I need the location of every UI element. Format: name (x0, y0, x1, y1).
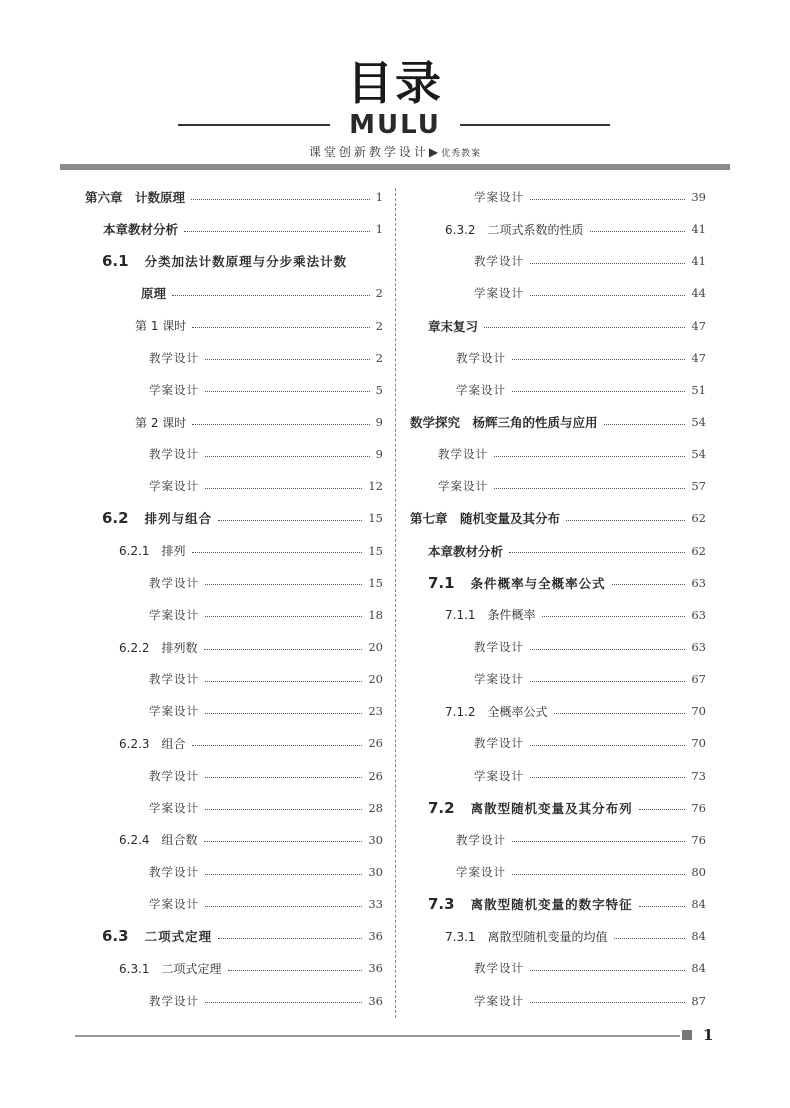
leader-dots (530, 199, 685, 200)
toc-entry[interactable] (85, 213, 383, 245)
toc-label: 第六章 计数原理 (85, 190, 186, 206)
leader-dots (530, 263, 685, 264)
toc-entry[interactable] (85, 760, 383, 792)
leader-dots (205, 1002, 362, 1003)
toc-page: 87 (691, 993, 706, 1008)
leader-dots (191, 199, 370, 200)
toc-page: 41 (691, 222, 706, 237)
leader-dots (205, 616, 362, 617)
toc-page: 70 (691, 736, 706, 751)
toc-page: 30 (368, 865, 383, 880)
page-number: 1 (703, 1026, 714, 1044)
section-number: 7.3 (428, 895, 455, 914)
toc-label: 教学设计 (474, 736, 524, 751)
leader-dots (509, 552, 685, 553)
toc-entry[interactable] (85, 695, 383, 727)
toc-entry[interactable] (85, 824, 383, 856)
toc-entry[interactable] (410, 985, 706, 1017)
leader-dots (639, 906, 686, 907)
toc-label: 教学设计 (149, 672, 199, 687)
mulu-right-rule (460, 124, 610, 126)
subtitle-small: 优秀教案 (441, 149, 482, 159)
toc-left-column (85, 181, 383, 1017)
toc-label: 教学设计 (149, 575, 199, 590)
leader-dots (566, 520, 685, 521)
toc-page: 15 (368, 575, 383, 590)
toc-right-column (410, 181, 706, 1017)
toc-entry[interactable] (85, 985, 383, 1017)
toc-page: 63 (691, 575, 706, 590)
toc-label: 学案设计 (438, 479, 488, 494)
toc-entry[interactable] (410, 952, 706, 984)
toc-page: 20 (368, 672, 383, 687)
toc-page: 39 (691, 190, 706, 205)
toc-label: 第 1 课时 (135, 319, 187, 334)
leader-dots (512, 841, 685, 842)
toc-entry[interactable] (410, 310, 706, 342)
toc-page: 57 (691, 479, 706, 494)
footer-rule (75, 1035, 680, 1037)
subtitle (0, 143, 790, 160)
toc-label: 教学设计 (149, 447, 199, 462)
toc-label: 教学设计 (474, 254, 524, 269)
leader-dots (204, 841, 363, 842)
toc-entry[interactable] (85, 277, 383, 309)
play-arrow-icon: ▶ (428, 145, 442, 159)
leader-dots (204, 649, 363, 650)
leader-dots (614, 938, 686, 939)
leader-dots (205, 713, 362, 714)
leader-dots (205, 488, 362, 489)
leader-dots (205, 906, 362, 907)
toc-page: 26 (368, 736, 383, 751)
leader-dots (530, 295, 685, 296)
leader-dots (530, 649, 685, 650)
toc-page: 30 (368, 832, 383, 847)
toc-label: 学案设计 (149, 704, 199, 719)
toc-page: 67 (691, 672, 706, 687)
toc-entry[interactable] (410, 535, 706, 567)
leader-dots (512, 359, 685, 360)
toc-label: 第七章 随机变量及其分布 (410, 511, 561, 527)
toc-entry[interactable] (85, 406, 383, 438)
toc-entry[interactable] (85, 245, 383, 277)
toc-label: 教学设计 (474, 961, 524, 976)
leader-dots (192, 552, 363, 553)
leader-dots (205, 456, 370, 457)
leader-dots (192, 424, 369, 425)
leader-dots (530, 970, 685, 971)
toc-page: 15 (368, 543, 383, 558)
page-title: 目录 (347, 56, 443, 110)
toc-label: 6.2.2 排列数 (119, 640, 198, 655)
toc-label: 学案设计 (456, 382, 506, 397)
toc-label: 学案设计 (456, 865, 506, 880)
leader-dots (205, 359, 370, 360)
toc-label: 本章教材分析 (103, 222, 179, 238)
toc-entry[interactable] (410, 824, 706, 856)
toc-label: 教学设计 (438, 447, 488, 462)
toc-page: 28 (368, 800, 383, 815)
toc-page: 15 (368, 511, 383, 526)
toc-label: 7.1.2 全概率公式 (445, 704, 548, 719)
section-number: 6.1 (102, 252, 129, 271)
toc-entry[interactable] (85, 631, 383, 663)
leader-dots (639, 809, 686, 810)
toc-entry[interactable] (85, 727, 383, 759)
toc-label: 数学探究 杨辉三角的性质与应用 (410, 415, 598, 431)
leader-dots (604, 424, 686, 425)
section-number: 7.2 (428, 798, 455, 817)
toc-label: 学案设计 (474, 768, 524, 783)
toc-label: 教学设计 (456, 832, 506, 847)
toc-entry[interactable] (85, 567, 383, 599)
toc-label: 条件概率与全概率公式 (470, 575, 606, 591)
toc-label: 原理 (141, 286, 167, 302)
toc-page: 47 (691, 318, 706, 333)
toc-label: 学案设计 (149, 382, 199, 397)
toc-page: 41 (691, 254, 706, 269)
leader-dots (218, 520, 362, 521)
leader-dots (205, 777, 362, 778)
toc-page: 63 (691, 640, 706, 655)
toc-page: 84 (691, 897, 706, 912)
toc-entry[interactable] (85, 535, 383, 567)
toc-page: 9 (375, 447, 383, 462)
leader-dots (530, 681, 685, 682)
toc-page: 62 (691, 543, 706, 558)
toc-label: 教学设计 (149, 768, 199, 783)
toc-page: 33 (368, 897, 383, 912)
toc-label: 学案设计 (474, 672, 524, 687)
section-number: 6.3 (102, 927, 129, 946)
toc-page: 2 (375, 318, 383, 333)
toc-entry[interactable] (85, 920, 383, 952)
leader-dots (542, 616, 686, 617)
toc-label: 本章教材分析 (428, 543, 504, 559)
toc-label: 教学设计 (474, 640, 524, 655)
toc-entry[interactable] (410, 695, 706, 727)
footer-square-marker (682, 1030, 692, 1040)
toc-page: 2 (375, 350, 383, 365)
toc-page: 73 (691, 768, 706, 783)
toc-entry[interactable] (410, 760, 706, 792)
toc-entry[interactable] (85, 792, 383, 824)
leader-dots (205, 874, 362, 875)
toc-page: 36 (368, 993, 383, 1008)
toc-page: 12 (368, 479, 383, 494)
toc-label: 分类加法计数原理与分步乘法计数 (144, 254, 348, 270)
toc-entry[interactable] (410, 406, 706, 438)
mulu-text: MULU (349, 110, 441, 140)
toc-page: 20 (368, 640, 383, 655)
leader-dots (494, 456, 685, 457)
toc-entry[interactable] (410, 856, 706, 888)
toc-label: 排列与组合 (144, 511, 213, 527)
toc-entry[interactable] (410, 181, 706, 213)
toc-entry[interactable] (410, 213, 706, 245)
toc-entry[interactable] (85, 663, 383, 695)
leader-dots (484, 327, 685, 328)
toc-label: 学案设计 (474, 190, 524, 205)
toc-entry[interactable] (85, 374, 383, 406)
toc-page: 18 (368, 607, 383, 622)
toc-entry[interactable] (410, 631, 706, 663)
section-number: 7.1 (428, 573, 455, 592)
column-divider (395, 188, 396, 1018)
leader-dots (530, 777, 685, 778)
toc-page: 36 (368, 929, 383, 944)
toc-page: 2 (375, 286, 383, 301)
toc-entry[interactable] (85, 470, 383, 502)
toc-label: 6.2.4 组合数 (119, 833, 198, 848)
toc-label: 第 2 课时 (135, 415, 187, 430)
leader-dots (590, 231, 686, 232)
leader-dots (205, 809, 362, 810)
toc-entry[interactable] (85, 502, 383, 534)
leader-dots (512, 391, 685, 392)
toc-page: 44 (691, 286, 706, 301)
toc-page: 26 (368, 768, 383, 783)
toc-label: 章末复习 (428, 318, 479, 334)
toc-label: 7.3.1 离散型随机变量的均值 (445, 929, 608, 944)
toc-entry[interactable] (410, 888, 706, 920)
toc-label: 学案设计 (149, 800, 199, 815)
section-number: 6.2 (102, 509, 129, 528)
toc-label: 学案设计 (149, 607, 199, 622)
header-bar (60, 164, 730, 170)
toc-entry[interactable] (410, 342, 706, 374)
toc-entry[interactable] (410, 567, 706, 599)
leader-dots (228, 970, 363, 971)
toc-page: 84 (691, 929, 706, 944)
toc-entry[interactable] (410, 727, 706, 759)
toc-entry[interactable] (410, 245, 706, 277)
toc-entry[interactable] (85, 888, 383, 920)
leader-dots (172, 295, 370, 296)
leader-dots (192, 327, 369, 328)
toc-label: 二项式定理 (144, 929, 213, 945)
toc-page: 51 (691, 382, 706, 397)
leader-dots (192, 745, 363, 746)
leader-dots (494, 488, 685, 489)
toc-label: 教学设计 (149, 865, 199, 880)
toc-entry[interactable] (85, 856, 383, 888)
toc-page: 54 (691, 415, 706, 430)
toc-page: 5 (375, 382, 383, 397)
toc-page: 76 (691, 832, 706, 847)
leader-dots (512, 874, 685, 875)
toc-label: 学案设计 (149, 897, 199, 912)
toc-page: 63 (691, 607, 706, 622)
toc-page: 70 (691, 704, 706, 719)
toc-entry[interactable] (85, 181, 383, 213)
toc-page: 23 (368, 704, 383, 719)
toc-entry[interactable] (85, 342, 383, 374)
subtitle-main: 课堂创新教学设计 (308, 145, 429, 159)
toc-label: 教学设计 (149, 993, 199, 1008)
leader-dots (554, 713, 686, 714)
toc-entry[interactable] (410, 920, 706, 952)
toc-page: 47 (691, 350, 706, 365)
toc-entry[interactable] (85, 599, 383, 631)
toc-label: 学案设计 (474, 286, 524, 301)
toc-label: 学案设计 (474, 993, 524, 1008)
leader-dots (530, 745, 685, 746)
toc-page: 36 (368, 961, 383, 976)
toc-label: 离散型随机变量及其分布列 (470, 800, 633, 816)
toc-page: 1 (375, 222, 383, 237)
toc-entry[interactable] (410, 277, 706, 309)
toc-page: 84 (691, 961, 706, 976)
toc-entry[interactable] (85, 438, 383, 470)
toc-entry[interactable] (410, 792, 706, 824)
leader-dots (205, 391, 370, 392)
toc-entry[interactable] (410, 502, 706, 534)
toc-entry[interactable] (410, 663, 706, 695)
toc-entry[interactable] (410, 599, 706, 631)
toc-label: 教学设计 (149, 350, 199, 365)
toc-entry[interactable] (410, 470, 706, 502)
toc-label: 6.2.3 组合 (119, 736, 186, 751)
leader-dots (205, 584, 362, 585)
leader-dots (205, 681, 362, 682)
leader-dots (218, 938, 362, 939)
toc-label: 6.3.1 二项式定理 (119, 961, 222, 976)
toc-page: 1 (375, 190, 383, 205)
toc-page: 76 (691, 800, 706, 815)
leader-dots (612, 584, 686, 585)
toc-entry[interactable] (410, 438, 706, 470)
leader-dots (184, 231, 370, 232)
toc-page: 9 (375, 415, 383, 430)
leader-dots (530, 1002, 685, 1003)
toc-page: 54 (691, 447, 706, 462)
toc-entry[interactable] (85, 310, 383, 342)
toc-label: 教学设计 (456, 350, 506, 365)
toc-label: 6.3.2 二项式系数的性质 (445, 222, 584, 237)
mulu-banner (0, 110, 790, 140)
toc-entry[interactable] (410, 374, 706, 406)
toc-label: 7.1.1 条件概率 (445, 608, 536, 623)
toc-label: 6.2.1 排列 (119, 544, 186, 559)
toc-entry[interactable] (85, 952, 383, 984)
toc-label: 离散型随机变量的数字特征 (470, 897, 633, 913)
toc-page: 62 (691, 511, 706, 526)
toc-page: 80 (691, 865, 706, 880)
toc-label: 学案设计 (149, 479, 199, 494)
